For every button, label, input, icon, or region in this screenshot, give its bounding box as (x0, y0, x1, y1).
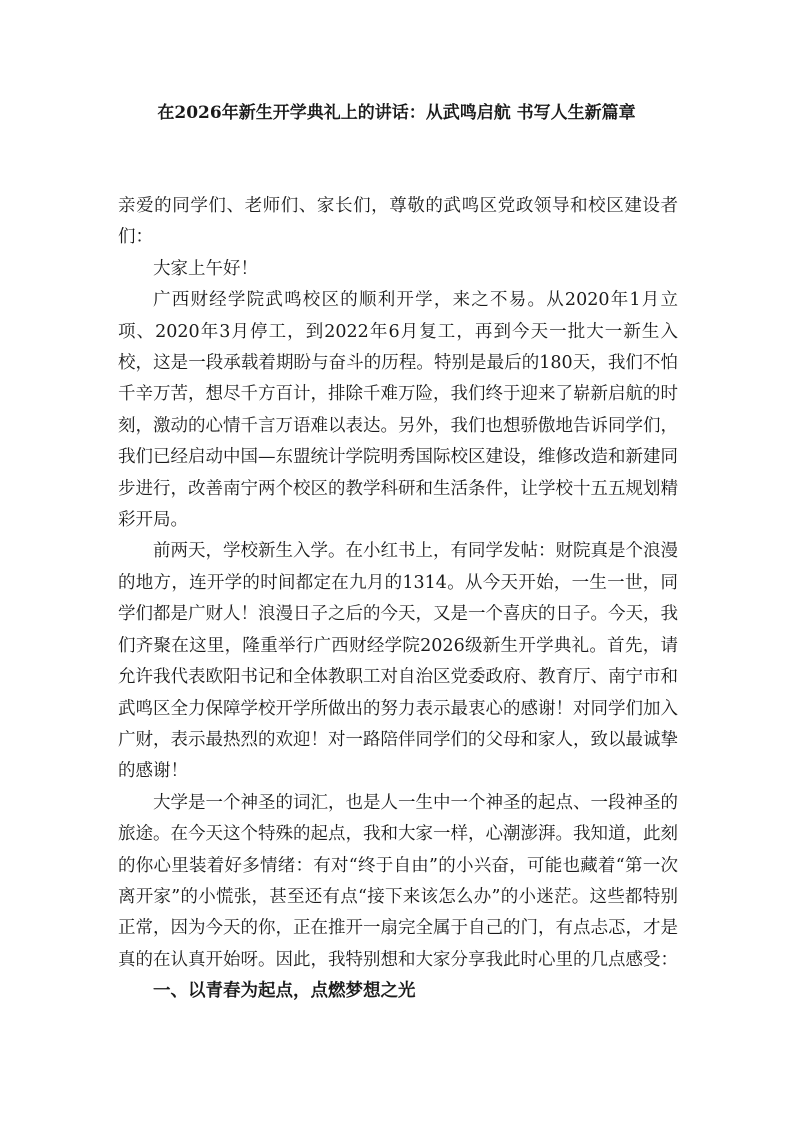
body-paragraph-1: 广西财经学院武鸣校区的顺利开学，来之不易。从2020年1月立项、2020年3月停工，到2022年6月复工，再到今天一批大一新生入校，这是一段承载着期盼与奋斗的历程。特别是最后的180天，我们不怕千辛万苦，想尽千方百计，排除千难万险，我们终于迎来了崭新启航的时刻，激动的心情千言万语难以表达。另外，我们也想骄傲地告诉同学们，我们已经启动中国—东盟统计学院明秀国际校区建设，维修改造和新建同步进行，改善南宁两个校区的教学科研和生活条件，让学校十五五规划精彩开局。 (118, 290, 678, 531)
greeting: 大家上午好！ (153, 258, 258, 279)
body-paragraph-2: 前两天，学校新生入学。在小红书上，有同学发帖：财院真是个浪漫的地方，连开学的时间都定在九月的1314。从今天开始，一生一世，同学们都是广财人！浪漫日子之后的今天，又是一个喜庆的日子。今天，我们齐聚在这里，隆重举行广西财经学院2026级新生开学典礼。首先，请允许我代表欧阳书记和全体教职工对自治区党委政府、教育厅、南宁市和武鸣区全力保障学校开学所做出的努力表示最衷心的感谢！对同学们加入广财，表示最热烈的欢迎！对一路陪伴同学们的父母和家人，致以最诚挚的感谢！ (118, 541, 678, 782)
salutation: 亲爱的同学们、老师们、家长们，尊敬的武鸣区党政领导和校区建设者们： (118, 196, 678, 248)
document-body (118, 191, 678, 1008)
section-heading: 一、以青春为起点，点燃梦想之光 (153, 981, 416, 1002)
document-title: 在2026年新生开学典礼上的讲话：从武鸣启航 书写人生新篇章 (157, 103, 636, 123)
body-paragraph-3: 大学是一个神圣的词汇，也是人一生中一个神圣的起点、一段神圣的旅途。在今天这个特殊的起点，我和大家一样，心潮澎湃。我知道，此刻的你心里装着好多情绪：有对“终于自由”的小兴奋，可能也藏着“第一次离开家”的小慌张，甚至还有点“接下来该怎么办”的小迷茫。这些都特别正常，因为今天的你，正在推开一扇完全属于自己的门，有点忐忑，才是真的在认真开始呀。因此，我特别想和大家分享我此时心里的几点感受： (118, 792, 678, 970)
